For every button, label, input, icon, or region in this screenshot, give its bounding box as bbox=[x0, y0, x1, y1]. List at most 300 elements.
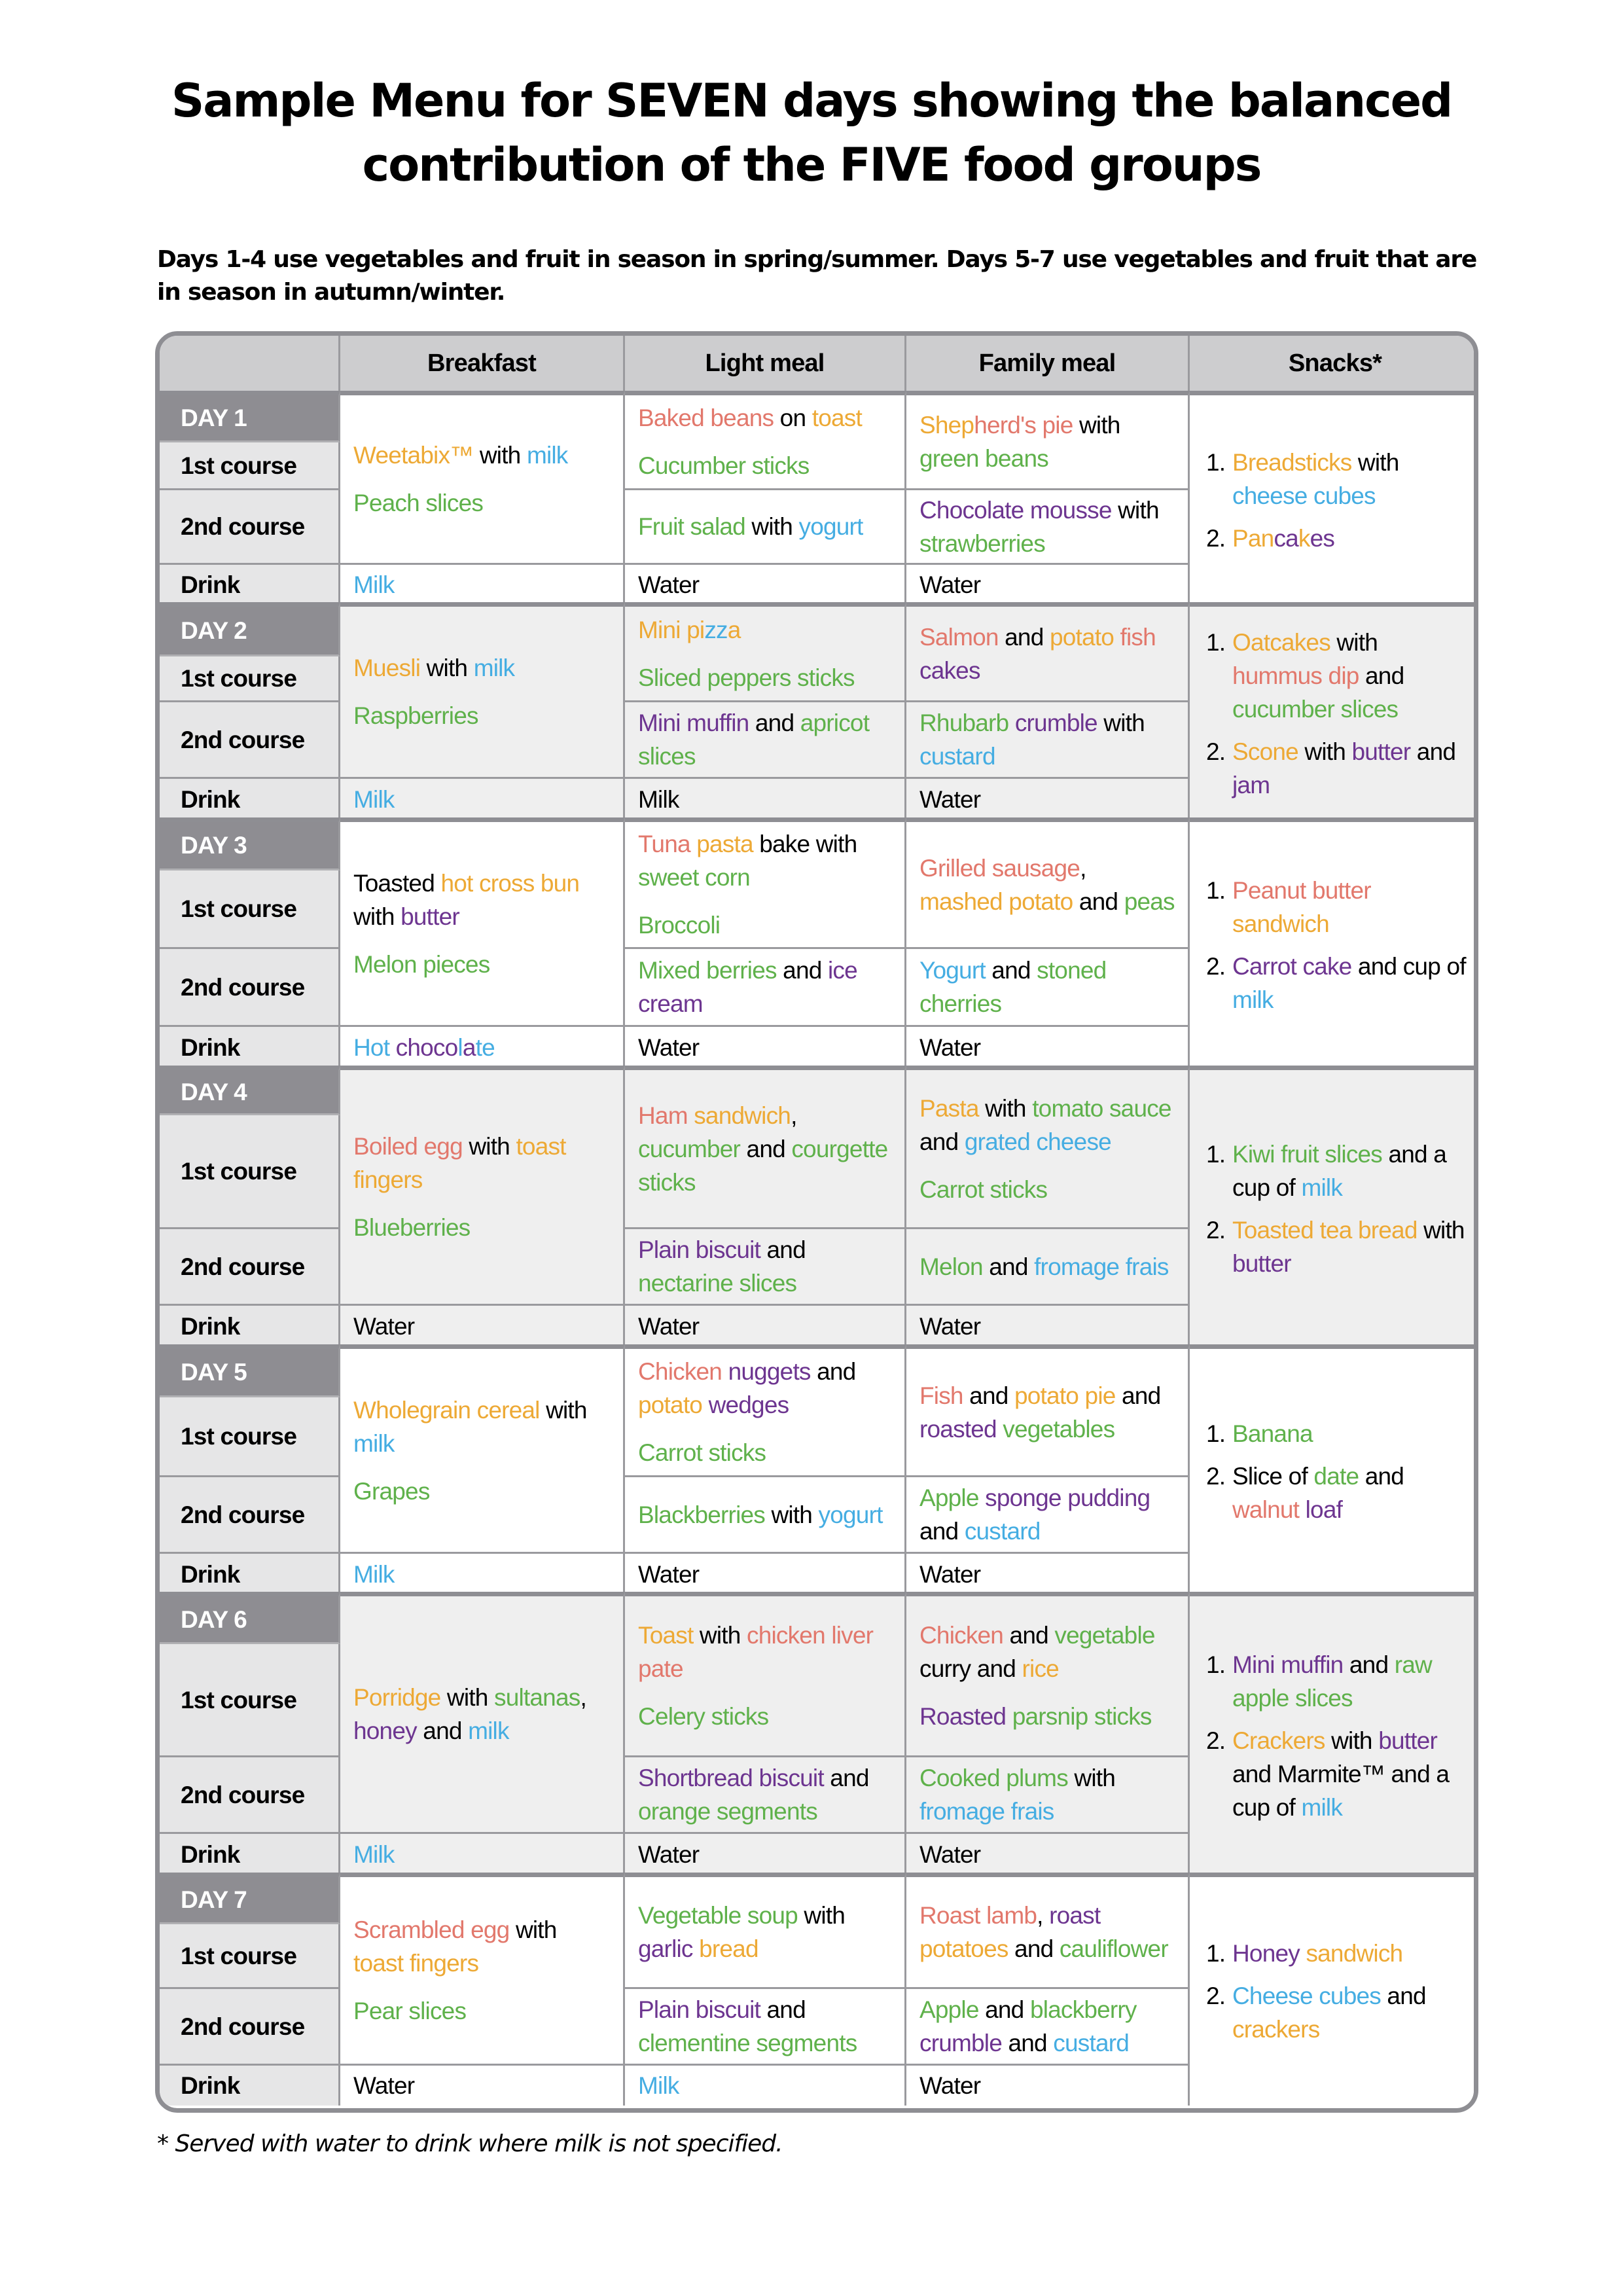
breakfast-cell bbox=[340, 1592, 625, 1834]
food-text: peas bbox=[1124, 888, 1175, 915]
cell-paragraph bbox=[353, 568, 610, 601]
title-line-2: contribution of the FIVE food groups bbox=[362, 138, 1261, 192]
light-meal-drink bbox=[625, 2066, 906, 2106]
cell-paragraph bbox=[353, 651, 610, 685]
food-text: custard bbox=[1053, 2030, 1130, 2056]
food-text: with bbox=[509, 1916, 557, 1943]
cell-paragraph bbox=[353, 1838, 610, 1871]
cell-paragraph bbox=[919, 493, 1175, 560]
row-label-second-course: 2nd course bbox=[160, 702, 340, 779]
cell-paragraph bbox=[638, 510, 891, 543]
food-text: tomato sauce bbox=[1032, 1094, 1171, 1122]
food-text: loaf bbox=[1305, 1496, 1343, 1523]
food-text: with bbox=[473, 442, 527, 469]
breakfast-cell bbox=[340, 1873, 625, 2066]
snack-number: 2. bbox=[1206, 1463, 1226, 1490]
food-text: with bbox=[764, 1501, 819, 1528]
food-text: Water bbox=[919, 1313, 981, 1340]
food-text: and a cup of bbox=[1232, 1140, 1447, 1201]
food-text: and bbox=[1410, 738, 1456, 765]
family-meal-drink bbox=[906, 565, 1190, 607]
snacks-cell bbox=[1190, 1344, 1478, 1596]
food-text: Roasted bbox=[919, 1703, 1007, 1730]
snack-number: 2. bbox=[1206, 738, 1226, 765]
food-text: Mini muffin bbox=[638, 709, 749, 736]
food-text: Grapes bbox=[353, 1477, 430, 1505]
food-text: Apple bbox=[919, 1996, 979, 2023]
food-text: k bbox=[1298, 524, 1310, 552]
cell-paragraph bbox=[919, 1481, 1175, 1548]
cell-paragraph bbox=[353, 1031, 610, 1064]
food-text: milk bbox=[353, 1429, 395, 1457]
snack-item bbox=[1206, 1460, 1467, 1526]
food-text: custard bbox=[964, 1518, 1041, 1545]
family-meal-second-course bbox=[906, 1477, 1190, 1554]
food-text: courgette sticks bbox=[638, 1135, 888, 1196]
cell-paragraph bbox=[919, 620, 1175, 687]
family-meal-first-course bbox=[906, 391, 1190, 490]
food-text: Broccoli bbox=[638, 912, 721, 939]
light-meal-first-course bbox=[625, 817, 906, 949]
food-text: Crackers bbox=[1232, 1727, 1325, 1754]
food-text: on bbox=[774, 404, 812, 431]
food-text bbox=[1299, 1496, 1305, 1523]
cell-paragraph bbox=[638, 1619, 891, 1685]
food-text: fromage frais bbox=[1034, 1253, 1169, 1280]
food-text: Water bbox=[919, 571, 981, 598]
food-text: Shep bbox=[919, 412, 974, 439]
family-meal-first-course bbox=[906, 1344, 1190, 1477]
family-meal-drink bbox=[906, 1027, 1190, 1070]
family-meal-first-course bbox=[906, 1066, 1190, 1229]
food-text: walnut bbox=[1232, 1496, 1300, 1523]
snack-list bbox=[1206, 865, 1467, 1026]
family-meal-drink bbox=[906, 2066, 1190, 2106]
cell-paragraph bbox=[919, 1761, 1175, 1828]
snack-number: 1. bbox=[1206, 628, 1226, 656]
menu-table bbox=[155, 331, 1478, 2113]
snack-text bbox=[1232, 950, 1467, 1016]
header-breakfast: Breakfast bbox=[340, 336, 625, 393]
food-text: and bbox=[760, 1996, 806, 2023]
food-text: sweet corn bbox=[638, 864, 750, 891]
snack-item bbox=[1206, 950, 1467, 1016]
food-text: herd's pie bbox=[974, 412, 1073, 439]
breakfast-drink-cell bbox=[340, 1027, 625, 1070]
food-text: yogurt bbox=[818, 1501, 883, 1528]
food-text: Water bbox=[919, 786, 981, 813]
light-meal-drink bbox=[625, 1027, 906, 1070]
food-text: and bbox=[1073, 888, 1124, 915]
family-meal-drink bbox=[906, 779, 1190, 822]
snack-text bbox=[1232, 1138, 1467, 1204]
day-label: DAY 1 bbox=[160, 391, 340, 442]
food-text: yogurt bbox=[798, 513, 863, 540]
food-text: fish bbox=[1120, 623, 1156, 651]
food-text: Vegetable soup bbox=[638, 1902, 798, 1929]
food-text: Milk bbox=[353, 786, 395, 813]
food-text: Blueberries bbox=[353, 1214, 471, 1241]
food-text: and bbox=[982, 1253, 1035, 1280]
intro-text: Days 1-4 use vegetables and fruit in season in spring/summer. Days 5-7 use vegetables and fruit that are in season in autumn/winter. bbox=[157, 246, 1477, 306]
food-text bbox=[722, 1358, 728, 1385]
food-text: Celery sticks bbox=[638, 1703, 769, 1730]
breakfast-cell bbox=[340, 602, 625, 779]
light-meal-drink bbox=[625, 565, 906, 607]
food-text: Fish bbox=[919, 1382, 963, 1409]
snack-item bbox=[1206, 626, 1467, 726]
snack-number: 1. bbox=[1206, 1140, 1226, 1168]
food-text: Mini muffin bbox=[1232, 1651, 1344, 1678]
cell-paragraph bbox=[919, 1031, 1175, 1064]
snack-item bbox=[1206, 735, 1467, 802]
snack-item bbox=[1206, 1648, 1467, 1715]
food-text: Raspberries bbox=[353, 702, 478, 729]
food-text: Ham bbox=[638, 1102, 688, 1129]
day-label: DAY 2 bbox=[160, 602, 340, 656]
food-text: te bbox=[475, 1034, 495, 1061]
food-text: toast fingers bbox=[353, 1133, 566, 1193]
food-text: Roast lamb bbox=[919, 1902, 1037, 1929]
food-text: with bbox=[1067, 1765, 1115, 1791]
food-text: curry and bbox=[919, 1655, 1022, 1682]
food-text: toast fingers bbox=[353, 1950, 479, 1977]
family-meal-second-course bbox=[906, 949, 1190, 1027]
cell-paragraph bbox=[638, 954, 891, 1020]
food-text: honey bbox=[353, 1717, 417, 1744]
snack-item bbox=[1206, 1724, 1467, 1824]
row-label-drink: Drink bbox=[160, 779, 340, 822]
snacks-cell bbox=[1190, 1066, 1478, 1349]
cell-paragraph bbox=[638, 2069, 891, 2102]
snack-number: 1. bbox=[1206, 1940, 1226, 1967]
food-text: Blackberries bbox=[638, 1501, 765, 1528]
food-text: potatoes bbox=[919, 1935, 1008, 1962]
breakfast-cell bbox=[340, 1066, 625, 1306]
food-text: and bbox=[760, 1236, 806, 1263]
food-text: and bbox=[919, 1128, 965, 1155]
row-label-first-course: 1st course bbox=[160, 442, 340, 490]
snack-number: 2. bbox=[1206, 1216, 1226, 1244]
light-meal-first-course bbox=[625, 1066, 906, 1229]
snack-list bbox=[1206, 1408, 1467, 1535]
snack-item bbox=[1206, 446, 1467, 512]
breakfast-drink-cell bbox=[340, 1306, 625, 1349]
food-text: and bbox=[1359, 1463, 1404, 1490]
snack-item bbox=[1206, 1417, 1467, 1450]
cell-paragraph bbox=[353, 1913, 610, 1980]
snack-text bbox=[1232, 1213, 1467, 1280]
cell-paragraph bbox=[638, 1436, 891, 1469]
food-text: and bbox=[810, 1358, 856, 1385]
food-text: stoned cherries bbox=[919, 957, 1107, 1017]
food-text: potato pie bbox=[1014, 1382, 1116, 1409]
family-meal-second-course bbox=[906, 1989, 1190, 2066]
day-label: DAY 4 bbox=[160, 1066, 340, 1115]
food-text: Weetabix™ bbox=[353, 442, 474, 469]
food-text: Shortbread biscuit bbox=[638, 1765, 824, 1791]
light-meal-second-course bbox=[625, 1477, 906, 1554]
light-meal-first-course bbox=[625, 1873, 906, 1989]
light-meal-first-course bbox=[625, 1592, 906, 1757]
food-text: butter bbox=[1351, 738, 1411, 765]
cell-paragraph bbox=[353, 948, 610, 981]
food-text: Boiled egg bbox=[353, 1133, 463, 1160]
snack-number: 1. bbox=[1206, 448, 1226, 476]
food-text: Toasted bbox=[353, 869, 441, 897]
light-meal-second-course bbox=[625, 702, 906, 779]
light-meal-first-course bbox=[625, 602, 906, 702]
food-text: green beans bbox=[919, 445, 1048, 472]
cell-paragraph bbox=[638, 1031, 891, 1064]
food-text: potato bbox=[1049, 623, 1115, 651]
snack-number: 2. bbox=[1206, 1982, 1226, 2009]
food-text: sandwich bbox=[1306, 1940, 1403, 1967]
food-text: Plain biscuit bbox=[638, 1236, 761, 1263]
cell-paragraph bbox=[353, 783, 610, 816]
header-snacks: Snacks* bbox=[1190, 336, 1478, 393]
food-text bbox=[1006, 1703, 1012, 1730]
food-text: Slice of bbox=[1232, 1463, 1314, 1490]
cell-paragraph bbox=[353, 1681, 610, 1748]
food-text: Toasted tea bread bbox=[1232, 1216, 1418, 1244]
cell-paragraph bbox=[919, 1558, 1175, 1591]
food-text: a bbox=[462, 1034, 476, 1061]
cell-paragraph bbox=[919, 1250, 1175, 1283]
food-text bbox=[1008, 709, 1014, 736]
food-text bbox=[688, 1102, 694, 1129]
snack-item bbox=[1206, 1213, 1467, 1280]
food-text: and bbox=[1008, 1935, 1060, 1962]
food-text: Milk bbox=[353, 1560, 395, 1588]
food-text: potato bbox=[638, 1391, 703, 1418]
row-label-drink: Drink bbox=[160, 1306, 340, 1349]
snacks-cell bbox=[1190, 1873, 1478, 2106]
food-text: with bbox=[539, 1396, 587, 1424]
light-meal-drink bbox=[625, 1554, 906, 1596]
food-text bbox=[1114, 624, 1120, 651]
food-text: and bbox=[749, 709, 800, 736]
food-text: and bbox=[1359, 662, 1404, 689]
family-meal-drink bbox=[906, 1554, 1190, 1596]
cell-paragraph bbox=[919, 1310, 1175, 1343]
cell-paragraph bbox=[919, 1173, 1175, 1206]
cell-paragraph bbox=[353, 2069, 610, 2102]
food-text: date bbox=[1313, 1463, 1359, 1490]
cell-paragraph bbox=[919, 852, 1175, 918]
breakfast-drink-cell bbox=[340, 2066, 625, 2106]
food-text: orange segments bbox=[638, 1798, 817, 1825]
food-text: Milk bbox=[638, 786, 679, 813]
food-text: pasta bbox=[696, 831, 753, 857]
cell-paragraph bbox=[638, 783, 891, 816]
cell-paragraph bbox=[919, 1838, 1175, 1871]
food-text: , bbox=[1037, 1902, 1050, 1929]
food-text: Plain biscuit bbox=[638, 1996, 761, 2023]
food-text: , bbox=[791, 1102, 797, 1129]
food-text: Pasta bbox=[919, 1094, 979, 1122]
food-text: cauliflower bbox=[1059, 1935, 1168, 1962]
cell-paragraph bbox=[919, 783, 1175, 816]
food-text: and bbox=[1002, 2030, 1054, 2056]
food-text: fromage frais bbox=[919, 1798, 1054, 1825]
cell-paragraph bbox=[638, 613, 891, 647]
row-label-first-course: 1st course bbox=[160, 1644, 340, 1757]
food-text: roasted bbox=[919, 1415, 997, 1443]
food-text: cucumber slices bbox=[1232, 695, 1399, 723]
snack-item bbox=[1206, 1937, 1467, 1970]
food-text: and Marmite™ and a cup of bbox=[1232, 1760, 1450, 1821]
food-text: blackberry bbox=[1029, 1996, 1137, 2023]
snack-text bbox=[1232, 735, 1467, 802]
food-text: Baked beans bbox=[638, 404, 774, 431]
snack-item bbox=[1206, 1979, 1467, 2046]
cell-paragraph bbox=[353, 1130, 610, 1196]
family-meal-second-course bbox=[906, 1229, 1190, 1306]
food-text: and bbox=[1115, 1382, 1161, 1409]
header-light-meal: Light meal bbox=[625, 336, 906, 393]
row-label-second-course: 2nd course bbox=[160, 1477, 340, 1554]
cell-paragraph bbox=[919, 706, 1175, 773]
cell-paragraph bbox=[638, 449, 891, 482]
snack-list bbox=[1206, 617, 1467, 811]
family-meal-first-course bbox=[906, 602, 1190, 702]
snack-text bbox=[1232, 1648, 1467, 1715]
food-text: grated cheese bbox=[964, 1128, 1111, 1155]
food-text: milk bbox=[473, 655, 515, 681]
food-text bbox=[693, 1935, 699, 1962]
snacks-cell bbox=[1190, 1592, 1478, 1877]
food-text: Cucumber sticks bbox=[638, 452, 810, 479]
food-text: Water bbox=[638, 571, 700, 598]
light-meal-second-course bbox=[625, 949, 906, 1027]
food-text: and bbox=[985, 957, 1037, 984]
food-text: sandwich bbox=[694, 1102, 791, 1129]
cell-paragraph bbox=[919, 408, 1175, 475]
page-title bbox=[0, 69, 1623, 197]
snack-number: 2. bbox=[1206, 953, 1226, 980]
food-text: bake with bbox=[753, 831, 857, 857]
food-text: Carrot sticks bbox=[638, 1439, 766, 1466]
row-label-second-course: 2nd course bbox=[160, 1989, 340, 2066]
food-text bbox=[997, 1416, 1003, 1443]
snack-number: 1. bbox=[1206, 1651, 1226, 1678]
snack-text bbox=[1232, 1417, 1313, 1450]
cell-paragraph bbox=[638, 1899, 891, 1965]
food-text: Water bbox=[638, 1313, 700, 1340]
cell-paragraph bbox=[638, 401, 891, 435]
food-text: Carrot cake bbox=[1232, 953, 1352, 980]
food-text: sponge pudding bbox=[985, 1484, 1150, 1511]
cell-paragraph bbox=[638, 1310, 891, 1343]
row-label-second-course: 2nd course bbox=[160, 1229, 340, 1306]
breakfast-drink-cell bbox=[340, 779, 625, 822]
food-text: and bbox=[740, 1135, 792, 1162]
family-meal-drink bbox=[906, 1834, 1190, 1877]
food-text: Kiwi fruit slices bbox=[1232, 1140, 1382, 1168]
food-text: butter bbox=[401, 903, 459, 930]
food-text: sandwich bbox=[1232, 910, 1329, 937]
food-text: butter bbox=[1378, 1727, 1438, 1754]
food-text: custard bbox=[919, 743, 995, 770]
cell-paragraph bbox=[638, 1761, 891, 1828]
cell-paragraph bbox=[353, 486, 610, 520]
food-text: raw apple slices bbox=[1232, 1651, 1432, 1712]
food-text bbox=[690, 831, 696, 857]
food-text: Chocolate mousse bbox=[919, 496, 1112, 524]
snack-text bbox=[1232, 1460, 1467, 1526]
row-label-drink: Drink bbox=[160, 1554, 340, 1596]
food-text: and bbox=[1003, 1622, 1055, 1649]
snack-text bbox=[1232, 522, 1334, 555]
food-text: Banana bbox=[1232, 1420, 1313, 1447]
snack-text bbox=[1232, 446, 1467, 512]
cell-paragraph bbox=[919, 954, 1175, 1020]
cell-paragraph bbox=[919, 1379, 1175, 1446]
food-text: and bbox=[963, 1382, 1014, 1409]
food-text: Oatcakes bbox=[1232, 628, 1330, 656]
breakfast-drink-cell bbox=[340, 1834, 625, 1877]
food-text: Chicken bbox=[919, 1622, 1004, 1649]
food-text: butter bbox=[1232, 1249, 1291, 1277]
food-text: choco bbox=[395, 1034, 458, 1061]
food-text: es bbox=[1310, 524, 1335, 552]
snack-item bbox=[1206, 874, 1467, 941]
food-text: Toast bbox=[638, 1622, 694, 1649]
food-text bbox=[979, 1484, 985, 1511]
food-text: wedges bbox=[708, 1391, 789, 1418]
cell-paragraph bbox=[638, 827, 891, 894]
food-text: Pear slices bbox=[353, 1998, 467, 2024]
snack-item bbox=[1206, 1138, 1467, 1204]
food-text: milk bbox=[468, 1717, 509, 1744]
food-text: milk bbox=[1301, 1174, 1343, 1201]
food-text: parsnip sticks bbox=[1012, 1703, 1152, 1730]
cell-paragraph bbox=[638, 1700, 891, 1733]
breakfast-cell bbox=[340, 1344, 625, 1554]
food-text: a bbox=[727, 616, 741, 643]
light-meal-second-course bbox=[625, 1757, 906, 1834]
cell-paragraph bbox=[919, 1899, 1175, 1965]
food-text: crackers bbox=[1232, 2016, 1320, 2043]
food-text: with bbox=[1111, 496, 1159, 524]
row-label-drink: Drink bbox=[160, 2066, 340, 2106]
cell-paragraph bbox=[353, 1393, 610, 1460]
food-text: Apple bbox=[919, 1484, 979, 1511]
food-text: Peanut butter bbox=[1232, 877, 1371, 904]
light-meal-second-course bbox=[625, 1229, 906, 1306]
food-text: hummus dip bbox=[1232, 662, 1359, 689]
food-text: and bbox=[1343, 1651, 1395, 1678]
food-text: Tuna bbox=[638, 831, 690, 857]
day-label: DAY 6 bbox=[160, 1592, 340, 1644]
day-label: DAY 7 bbox=[160, 1873, 340, 1924]
cell-paragraph bbox=[919, 1092, 1175, 1158]
food-text: and bbox=[823, 1765, 869, 1791]
breakfast-drink-cell bbox=[340, 1554, 625, 1596]
snack-number: 1. bbox=[1206, 1420, 1226, 1447]
cell-paragraph bbox=[353, 699, 610, 732]
light-meal-drink bbox=[625, 1834, 906, 1877]
food-text: Scone bbox=[1232, 738, 1298, 765]
food-text: rice bbox=[1022, 1655, 1059, 1682]
food-text: mashed potato bbox=[919, 888, 1073, 915]
cell-paragraph bbox=[919, 1993, 1175, 2060]
cell-paragraph bbox=[638, 1558, 891, 1591]
food-text: jam bbox=[1232, 771, 1270, 798]
food-text bbox=[702, 1391, 708, 1418]
food-text: Grilled sausage bbox=[919, 854, 1080, 882]
